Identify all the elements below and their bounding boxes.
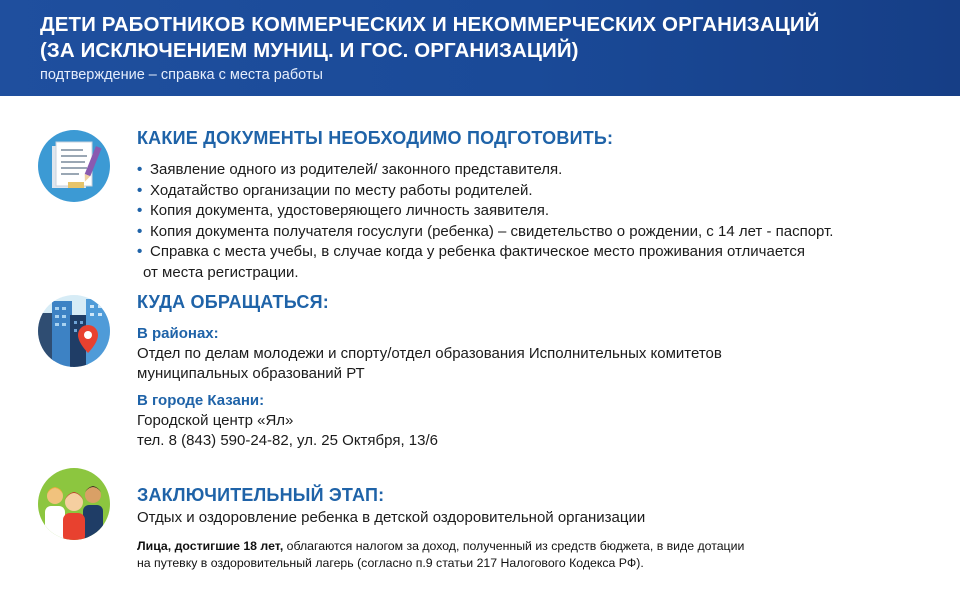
tax-note-bold: Лица, достигшие 18 лет, [137,539,284,553]
list-item: • Заявление одного из родителей/ законного представителя. [137,161,563,178]
list-item: • Копия документа, удостоверяющего личность заявителя. [137,202,550,219]
header-banner [0,0,960,96]
documents-heading: КАКИЕ ДОКУМЕНТЫ НЕОБХОДИМО ПОДГОТОВИТЬ: [137,128,614,148]
location-building-icon [38,295,110,367]
documents-list [137,160,937,283]
districts-line2: муниципальных образований РТ [137,365,365,382]
list-item: • Справка с места учебы, в случае когда у ребенка фактическое место проживания отличается [137,243,805,260]
districts-line1: Отдел по делам молодежи и спорту/отдел образования Исполнительных комитетов [137,345,722,362]
page-title-line1: ДЕТИ РАБОТНИКОВ КОММЕРЧЕСКИХ И НЕКОММЕРЧЕСКИХ ОРГАНИЗАЦИЙ [40,13,820,36]
page-subtitle: подтверждение – справка с места работы [40,67,323,83]
list-item-continuation: от места регистрации. [143,263,299,281]
page-title-line2: (ЗА ИСКЛЮЧЕНИЕМ МУНИЦ. И ГОС. ОРГАНИЗАЦИЙ) [40,39,579,62]
final-text: Отдых и оздоровление ребенка в детской оздоровительной организации [137,509,646,526]
tax-note-line2: на путевку в оздоровительный лагерь (согласно п.9 статьи 217 Налогового Кодекса РФ). [137,556,644,570]
tax-note-rest: облагаются налогом за доход, полученный из средств бюджета, в виде дотации [283,539,745,553]
list-item: • Копия документа получателя госуслуги (ребенка) – свидетельство о рождении, с 14 лет - паспорт. [137,222,834,240]
final-heading: ЗАКЛЮЧИТЕЛЬНЫЙ ЭТАП: [137,485,385,505]
tax-note-line1 [137,538,744,555]
documents-icon [38,130,110,202]
where-heading: КУДА ОБРАЩАТЬСЯ: [137,292,329,312]
kazan-contacts: тел. 8 (843) 590-24-82, ул. 25 Октября, 13/6 [137,432,438,449]
list-item: • Ходатайство организации по месту работы родителей. [137,181,533,199]
districts-label: В районах: [137,325,219,342]
kazan-label: В городе Казани: [137,392,265,409]
kazan-center: Городской центр «Ял» [137,412,294,429]
people-icon [38,468,110,540]
